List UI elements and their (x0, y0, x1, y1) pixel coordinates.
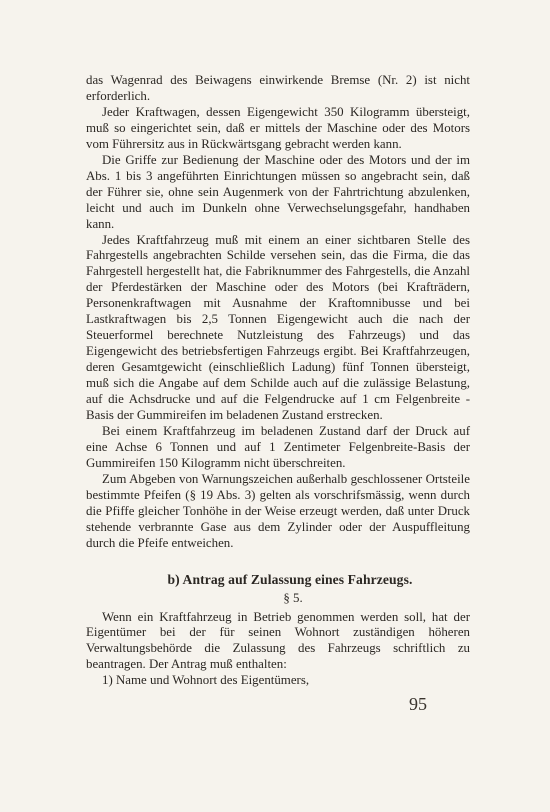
paragraph: Bei einem Kraftfahrzeug im beladenen Zustand darf der Druck auf eine Achse 6 Tonnen und auf 1 Zentimeter Felgenbreite-Basis der Gummireifen 150 Kilogramm nicht überschreiten. (86, 423, 470, 470)
paragraph: Zum Abgeben von Warnungszeichen außerhalb geschlossener Ortsteile bestimmte Pfeifen (§ 19 Abs. 3) gelten als vorschrifsmässig, wenn durch die Pfiffe gleicher Tonhöhe in der Weise erzeugt werden, daß unter Druck stehende verbrannte Gase aus dem Zylinder oder der Auspuffleitung durch die Pfeife entweichen. (86, 471, 470, 550)
paragraph: das Wagenrad des Beiwagens einwirkende Bremse (Nr. 2) ist nicht erforderlich. (86, 73, 470, 103)
page-number: 95 (409, 694, 427, 714)
paragraph: Jeder Kraftwagen, dessen Eigengewicht 350 Kilogramm übersteigt, muß so eingerichtet sein, daß er mittels der Maschine oder des Motors vom Führersitz aus in Rückwärtsgang gebracht werden kann. (86, 104, 470, 151)
paragraph: Wenn ein Kraftfahrzeug in Betrieb genommen werden soll, hat der Eigentümer bei der für seinen Wohnort zuständigen höheren Verwaltungsbehörde die Zulassung des Fahrzeugs schriftlich zu beantragen. Der Antrag muß enthalten: (86, 609, 470, 672)
section-number: § 5. (283, 590, 303, 605)
paragraph: Jedes Kraftfahrzeug muß mit einem an einer sichtbaren Stelle des Fahrgestells angebrachten Schilde versehen sein, das die Firma, die das Fahrgestell hergestellt hat, die Fabriknummer des Fahrgestells, die Anzahl der Pferdestärken der Maschine oder des Motors (bei Krafträdern, Personenkraftwagen mit Ausnahme der Kraftomnibusse und bei Lastkraftwagen bis 2,5 Tonnen Eigengewicht auch die nach der Steuerformel berechnete Nutzleistung des Fahrzeugs) und das Eigengewicht des betriebsfertigen Fahrzeugs ergibt. Bei Kraftfahrzeugen, deren Gesamtgewicht (einschließlich Ladung) fünf Tonnen übersteigt, muß sich die Angabe auf dem Schilde auch auf die zulässige Belastung, auf die Achsdrucke und auf die Felgendrucke auf 1 cm Felgenbreite - Basis der Gummireifen im beladenen Zustand erstrecken. (86, 232, 470, 423)
body-text (86, 73, 470, 689)
section-heading: b) Antrag auf Zulassung eines Fahrzeugs. (167, 571, 413, 587)
list-item: 1) Name und Wohnort des Eigentümers, (102, 673, 310, 688)
paragraph: Die Griffe zur Bedienung der Maschine oder des Motors und der im Abs. 1 bis 3 angeführten Einrichtungen müssen so angebracht sein, daß der Führer sie, ohne sein Augenmerk von der Fahrtrichtung abzulenken, leicht und auch im Dunkeln ohne Verwechselungsgefahr, handhaben kann. (86, 152, 470, 231)
